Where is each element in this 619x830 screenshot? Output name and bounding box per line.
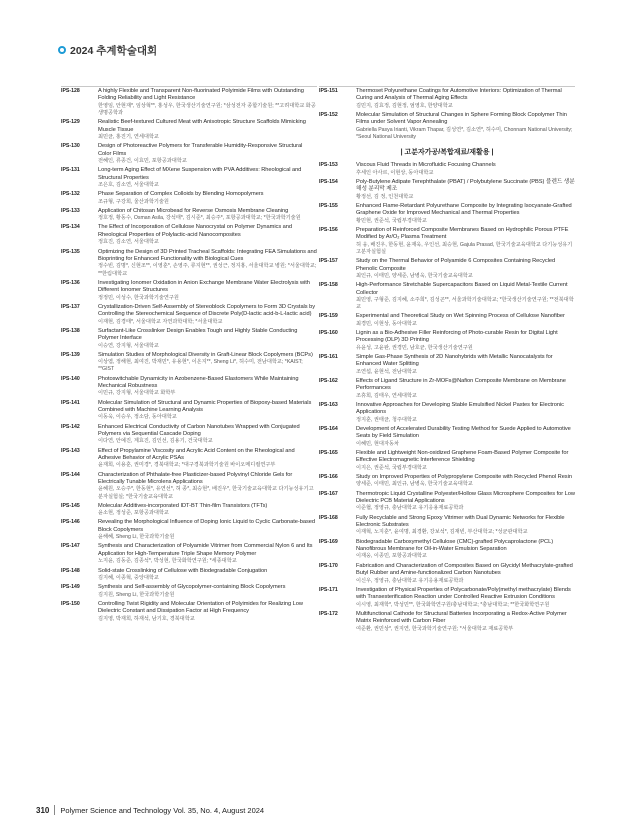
entry-body xyxy=(98,280,317,302)
abstract-entry xyxy=(61,248,317,279)
entry-authors: 이민규, 강지형, 서울대학교 화학부 xyxy=(98,390,176,397)
entry-body xyxy=(98,568,317,583)
abstract-entry xyxy=(61,423,317,447)
entry-body xyxy=(356,203,575,225)
entry-title: Revealing the Morphological Influence of Doping Ionic Liquid to Cyclic Carbonate-based Block Copolymers xyxy=(98,519,316,533)
left-entry-list xyxy=(61,87,317,624)
entry-code: IPS-148 xyxy=(61,567,80,574)
abstract-entry xyxy=(61,583,317,600)
entry-title: Simple Gas-Phase Synthesis of 2D Nanohybrids with Metallic Nanocatalysts for Enhanced Water Splitting xyxy=(356,353,553,368)
journal-citation: Polymer Science and Technology Vol. 35, No. 4, August 2024 xyxy=(60,805,265,815)
entry-title: Molecular Additives-incorporated IDT-BT Thin-film Transistors (TFTs) xyxy=(98,502,268,509)
entry-title: Long-term Aging Effect of MXene Suspension with PVA Additives: Rheological and Structural Properties xyxy=(98,167,302,181)
abstract-entry xyxy=(319,586,575,610)
abstract-entry xyxy=(61,142,317,166)
entry-title: Flexible and Lightweight Non-oxidized Graphene Foam-Based Polymer Composite for Effective Electromagnetic Interference Shielding xyxy=(356,450,569,464)
entry-authors: 허 웅, 배진우, 한동현, 윤재욱, 우인선, 최승현, Gajula Prasad, 한국기술교육대학교 다기능성유기고분자실험실 xyxy=(356,241,573,255)
entry-code: IPS-135 xyxy=(61,248,80,255)
entry-body xyxy=(98,88,317,117)
page-footer xyxy=(0,803,619,817)
footer-divider xyxy=(54,805,55,815)
abstract-entry xyxy=(61,471,317,502)
entry-body xyxy=(356,474,575,489)
entry-authors: 정수빈, 김명*, 신현조**, 이영훈*, 손영주, 류지현**, 권성근, 정지홍, 서울대학교 병원; *서울대학교; **한림대학교 xyxy=(98,263,317,277)
entry-code: IPS-141 xyxy=(61,399,80,406)
entry-body xyxy=(356,491,575,513)
entry-authors: 윤재희, 이용훈, 권미경*, 경북대학교; *대구경북과학기술원 바이오메디컬연구부 xyxy=(98,462,276,469)
entry-title: Molecular Simulation of Structural Changes in Sphere Forming Block Copolymer Thin Films under Solvent Vapor Annealing xyxy=(356,112,567,126)
entry-authors: 이시영, 최재학*, 박성민**, 한국화학연구원/충남대학교; *충남대학교; **한국화학연구원 xyxy=(356,601,550,608)
abstract-entry xyxy=(319,538,575,562)
entry-authors: 여준환, 권민상*, 권지연, 한국과학기술연구원; *서울대학교 재료공학부 xyxy=(356,625,514,632)
abstract-entry xyxy=(319,353,575,377)
abstract-entry xyxy=(319,281,575,312)
entry-body xyxy=(356,611,575,633)
abstract-entry xyxy=(319,312,575,329)
entry-title: Surfactant-Like Crosslinker Design Enables Tough and Highly Stable Conducting Polymer Interface xyxy=(98,327,298,342)
entry-code: IPS-139 xyxy=(61,351,80,358)
entry-code: IPS-144 xyxy=(61,471,80,478)
entry-authors: 최민균, 홍진기, 연세대학교 xyxy=(98,134,159,141)
entry-body xyxy=(356,112,575,141)
abstract-entry xyxy=(319,514,575,538)
entry-authors: 윤해혜, Sheng Li, 한국과학기술원 xyxy=(98,534,175,541)
entry-body xyxy=(98,543,317,565)
entry-authors: 이동욱, 이승우, 정소담, 동아대학교 xyxy=(98,414,177,421)
entry-authors: 이상엽, 정해현, 최여진, 박재민*, 유용현*, 이온지**, Sheng Li*, 허수미, 전남대학교; *KAIST; **GIST xyxy=(98,359,303,373)
entry-code: IPS-149 xyxy=(61,584,80,591)
entry-title: Molecular Simulation of Structural and Dynamic Properties of Biopoxy-based Materials Combined with Machine Learning Analysis xyxy=(98,399,312,413)
abstract-entry xyxy=(319,473,575,490)
entry-authors: 노지윤, 김동준, 김종석*, 박성현, 한국화학연구원; *세종대학교 xyxy=(98,558,237,565)
entry-authors: 정호정, 황동수, Osman Asila, 강석태*, 김시준*, 최승주*, 포항공과대학교; *한국과학기술원 xyxy=(98,215,301,222)
entry-code: IPS-132 xyxy=(61,191,80,198)
circle-bullet-icon xyxy=(58,46,66,54)
entry-authors: 전혜인, 류종건, 이효민, 포항공과대학교 xyxy=(98,158,187,165)
entry-body xyxy=(356,515,575,537)
entry-code: IPS-151 xyxy=(319,88,338,94)
entry-authors: 이지은, 권준석, 국립부경대학교 xyxy=(356,464,427,471)
entry-code: IPS-166 xyxy=(319,474,338,481)
entry-title: Realistic Beef-textured Cultured Meat with Anisotropic Structure Scaffolds Mimicking Muscle Tissue xyxy=(98,119,306,133)
entry-code: IPS-137 xyxy=(61,303,80,310)
section-heading: | 고분자가공/복합재료/재활용 | xyxy=(400,149,494,157)
entry-authors: 김지원, Sheng Li, 한국과학기술원 xyxy=(98,591,175,598)
entry-body xyxy=(98,519,317,541)
abstract-entry xyxy=(319,490,575,514)
entry-code: IPS-163 xyxy=(319,401,338,408)
entry-code: IPS-159 xyxy=(319,313,338,320)
entry-body xyxy=(356,402,575,424)
entry-authors: 이재현, 김경태*, 서울대학교 자연과학대학; *서울대학교 xyxy=(98,318,223,325)
right-column xyxy=(319,86,575,634)
entry-title: Poly-Butylene Adipate Terephthalate (PBAT) / Polybutylene Succinate (PBS) 블렌드 생분해성 분리막 제조 xyxy=(356,178,575,193)
abstract-entry xyxy=(61,223,317,247)
entry-code: IPS-143 xyxy=(61,447,80,454)
abstract-entry xyxy=(319,257,575,281)
entry-authors: Gabriella Pasya Irianti, Vikram Thapar, 김성연*, 김소연*, 허수미, Chonnam National University; *Seoul National University xyxy=(356,126,573,141)
entry-code: IPS-138 xyxy=(61,327,80,334)
abstract-entry xyxy=(61,118,317,142)
entry-code: IPS-136 xyxy=(61,279,80,286)
entry-title: Fully Recyclable and Strong Epoxy Vitrimer with Dual Dynamic Networks for Flexible Electronic Substrates xyxy=(356,514,565,529)
entry-authors: 김지혜, 이종혁, 중앙대학교 xyxy=(98,574,159,581)
entry-title: Innovative Approaches for Developing Stable Emulsified Nickel Pastes for Electronic Applications xyxy=(356,401,564,416)
entry-code: IPS-169 xyxy=(319,538,338,545)
entry-body xyxy=(98,472,317,501)
entry-title: Biodegradable Carboxymethyl Cellulose (CMC)-grafted Polycaprolactone (PCL) Nanofibrous Membrane for Oil-in-Water Emulsion Separation xyxy=(356,538,554,553)
entry-title: The Effect of Incorporation of Cellulose Nanocrystal on Polymer Dynamics and Rheological Properties of Polylactic-acid Nanocomposites xyxy=(98,224,292,238)
entry-title: A highly Flexible and Transparent Non-fluorinated Polyimide Films with Outstanding Folding Reliability and Light Resistance xyxy=(98,88,304,102)
entry-code: IPS-154 xyxy=(319,178,338,185)
entry-body xyxy=(98,119,317,141)
entry-code: IPS-167 xyxy=(319,490,338,497)
right-entry-list-bottom xyxy=(319,161,575,634)
entry-code: IPS-157 xyxy=(319,258,338,265)
entry-title: Application of Chitosan Microbead for Reverse Osmosis Membrane Cleaning xyxy=(98,207,289,214)
entry-title: Crystallization-Driven Self-Assembly of Stereoblock Copolymers to Form 3D Crystals by Controlling the Stereochemical Sequence of Discrete Poly(D-lactic acid-b-L-lactic acid) xyxy=(98,303,315,318)
entry-body xyxy=(356,539,575,561)
entry-body xyxy=(98,400,317,422)
entry-body xyxy=(98,584,317,599)
entry-body xyxy=(98,304,317,326)
entry-authors: 최민영, 구형준, 김지혜, 소주희*, 김성곤**, 서울과학기술대학교; *한국생산기술연구원; **전북대학교 xyxy=(356,296,574,311)
entry-code: IPS-146 xyxy=(61,519,80,526)
entry-title: Simulation Studies of Morphological Diversity in Graft-Linear Block Copolymers (BCPs) xyxy=(98,351,313,358)
entry-body xyxy=(98,208,317,223)
entry-code: IPS-130 xyxy=(61,143,80,150)
entry-authors: 최경민, 이현상, 동아대학교 xyxy=(356,320,417,327)
abstract-entry xyxy=(319,425,575,449)
abstract-entry xyxy=(319,87,575,111)
abstract-entry xyxy=(319,401,575,425)
entry-body xyxy=(356,563,575,585)
entry-code: IPS-153 xyxy=(319,162,338,169)
entry-title: Investigation of Physical Properties of Polycarbonate/Poly(methyl methacrylate) Blends with Transesterification Reaction under Controlled Reactive Extrusion Conditions xyxy=(356,586,571,601)
entry-body xyxy=(356,313,575,328)
entry-authors: 정정민, 이성수, 한국과학기술연구원 xyxy=(98,294,179,301)
entry-body xyxy=(356,378,575,400)
entry-title: Design of Photoreactive Polymers for Transferable Humidity-Responsive Structural Color Films xyxy=(98,143,303,157)
entry-authors: 이신우, 정영규, 충남대학교 유기응용재료공학과 xyxy=(356,577,464,584)
entry-title: Enhanced Flame-Retardant Polyurethane Composite by Integrating Isocyanate-Grafted Graphene Oxide for Improved Mechanical and Thermal Properties xyxy=(356,202,572,217)
entry-authors: 정효진, 김소연, 서울대학교 xyxy=(98,239,159,246)
entry-code: IPS-162 xyxy=(319,377,338,384)
page-header xyxy=(58,43,157,57)
entry-title: Multifunctional Cathode for Structural Batteries Incorporating a Redox-Active Polymer Matrix Reinforced with Carbon Fiber xyxy=(356,610,567,625)
entry-body xyxy=(356,179,575,201)
abstract-entry xyxy=(319,329,575,353)
abstract-entry xyxy=(61,567,317,584)
entry-code: IPS-160 xyxy=(319,329,338,336)
abstract-entry xyxy=(61,87,317,118)
entry-code: IPS-164 xyxy=(319,426,338,432)
entry-code: IPS-140 xyxy=(61,375,80,382)
entry-code: IPS-147 xyxy=(61,543,80,550)
entry-authors: 이준협, 정영규, 충남대학교 유기응용재료공학과 xyxy=(356,505,464,512)
entry-code: IPS-161 xyxy=(319,353,338,360)
abstract-entry xyxy=(61,447,317,471)
entry-authors: 윤혜원, 오승주*, 한동현*, 유연선*, 허 종*, 최승현*, 배진우*, 한국기술교육대학교 다기능성유기고분자실험실; *한국기술교육대학교 xyxy=(98,486,314,500)
abstract-entry xyxy=(61,166,317,190)
entry-authors: 김민지, 김효정, 김현정, 엄영호, 한양대학교 xyxy=(356,102,453,109)
entry-body xyxy=(98,448,317,470)
entry-code: IPS-150 xyxy=(61,600,80,607)
entry-code: IPS-131 xyxy=(61,167,80,174)
entry-code: IPS-134 xyxy=(61,224,80,231)
abstract-entry xyxy=(61,542,317,566)
entry-title: Effects of Ligand Structure in Zr-MOFs@Nafion Composite Membrane on Membrane Performances xyxy=(356,377,566,392)
entry-authors: 황정선, 김 정, 인천대학교 xyxy=(356,193,414,200)
entry-body xyxy=(98,503,317,518)
entry-code: IPS-128 xyxy=(61,88,80,94)
entry-title: Study on Improved Properties of Polypropylene Composite with Recycled Phenol Resin xyxy=(356,474,572,481)
abstract-entry xyxy=(61,190,317,207)
entry-body xyxy=(98,424,317,446)
entry-authors: 후세인 아사르, 이현상, 동아대학교 xyxy=(356,169,434,176)
entry-title: Study on the Thermal Behavior of Polyamide 6 Composites Containing Recycled Phenolic Composite xyxy=(356,258,556,272)
entry-title: Characterization of Phthalate-free Plasticizer-based Polyvinyl Chloride Gels for Electrically Tunable Microlens Applications xyxy=(98,471,293,486)
entry-code: IPS-145 xyxy=(61,502,80,509)
abstract-entry xyxy=(61,502,317,519)
entry-body xyxy=(356,282,575,311)
entry-code: IPS-165 xyxy=(319,450,338,457)
entry-title: Synthesis and Self-assembly of Glycopolymer-containing Block Copolymers xyxy=(98,584,286,591)
entry-body xyxy=(356,258,575,280)
abstract-entry xyxy=(319,562,575,586)
abstract-entry xyxy=(319,226,575,257)
entry-body xyxy=(98,143,317,165)
entry-authors: 이다연, 안예진, 계효진, 김인선, 김용기, 건국대학교 xyxy=(98,438,213,445)
entry-title: Lignin as a Bio-Adhesive Filler Reinforcing of Photo-curable Resin for Digital Light Processing (DLP) 3D Printing xyxy=(356,329,558,344)
entry-authors: 이혜민, 현대자동차 xyxy=(356,440,399,447)
entry-authors: 조은호, 김소연, 서울대학교 xyxy=(98,182,159,189)
abstract-entry xyxy=(319,610,575,634)
abstract-entry xyxy=(61,327,317,351)
entry-title: Investigating Ionomer Oxidation in Anion Exchange Membrane Water Electrolysis with Different Ionomer Structures xyxy=(98,279,310,294)
abstract-entry xyxy=(319,202,575,226)
entry-code: IPS-172 xyxy=(319,610,338,617)
entry-code: IPS-155 xyxy=(319,202,338,209)
abstract-entry xyxy=(61,351,317,375)
abstract-entry xyxy=(61,375,317,399)
entry-body xyxy=(356,426,575,448)
entry-body xyxy=(98,376,317,398)
entry-body xyxy=(98,167,317,189)
entry-title: Synthesis and Characterization of Polyamide Vitrimer from Commercial Nylon 6 and Its Application for High-Temperature Triple Shape Memory Polymer xyxy=(98,543,313,557)
abstract-entry xyxy=(319,178,575,202)
entry-code: IPS-171 xyxy=(319,586,338,593)
entry-code: IPS-152 xyxy=(319,112,338,119)
entry-code: IPS-158 xyxy=(319,282,338,289)
entry-body xyxy=(98,249,317,278)
entry-authors: 윤소현, 정성준, 포항공과대학교 xyxy=(98,510,169,517)
entry-title: Thermotropic Liquid Crystalline Polyester/Hollow Glass Microsphere Composites for Low Dielectric PCB Material Applications xyxy=(356,490,575,505)
entry-body xyxy=(356,354,575,376)
abstract-entry xyxy=(61,600,317,624)
entry-body xyxy=(356,162,575,177)
abstract-entry xyxy=(61,399,317,423)
entry-authors: 조규형, 구강희, 울산과학기술원 xyxy=(98,198,169,205)
entry-title: Effect of Propylamine Viscosity and Acrylic Acid Content on the Rheological and Adhesive Behavior of Acrylic PSAs xyxy=(98,447,295,462)
entry-authors: 한영임, 안현재*, 임상혁**, 홍성우, 한국생산기술연구원; *삼성전자 종합기술원; **고려대학교 화공생명공학과 xyxy=(98,102,316,117)
entry-title: Thermoset Polyurethane Coatings for Automotive Interiors: Optimization of Thermal Curing and Analysis of Thermal Aging Effects xyxy=(356,88,562,102)
entry-code: IPS-168 xyxy=(319,514,338,521)
abstract-entry xyxy=(319,111,575,142)
entry-body xyxy=(98,601,317,623)
entry-title: Development of Accelerated Durability Testing Method for Suede Applied to Automotive Seats by Field Simulation xyxy=(356,426,571,440)
entry-authors: 이승연, 강지형, 서울대학교 xyxy=(98,342,159,349)
entry-title: Optimizing the Design of 3D Printed Tracheal Scaffolds: Integrating FEA Simulations and Bioprinting for Enhanced Functionality with Biological Cues xyxy=(98,248,317,262)
entry-authors: 최인규, 이태민, 양세준, 남병욱, 한국기술교육대학교 xyxy=(356,272,473,279)
entry-body xyxy=(356,330,575,352)
entry-title: Experimental and Theoretical Study on Wet Spinning Process of Cellulose Nanofiber xyxy=(356,313,565,320)
entry-title: Viscous Fluid Threads in Microfluidic Focusing Channels xyxy=(356,162,496,169)
entry-body xyxy=(356,88,575,110)
entry-body xyxy=(356,587,575,609)
entry-title: Controlling Twist Rigidity and Molecular Orientation of Polyimides for Realizing Low Dielectric Constant and Dissipation Factor at High Frequency xyxy=(98,600,303,615)
entry-title: Phase Separation of Complex Colloids by Blending Homopolymers xyxy=(98,191,264,198)
abstract-entry xyxy=(319,377,575,401)
entry-title: Solid-state Crosslinking of Cellulose with Biodegradable Conjugation xyxy=(98,567,268,574)
entry-authors: 조연섭, 윤현석, 전남대학교 xyxy=(356,368,417,375)
entry-title: Enhanced Electrical Conductivity of Carbon Nanotubes Wrapped with Conjugated Polymers via Sequential Cascade Doping xyxy=(98,423,300,438)
entry-authors: 이재웅, 이종민, 포항공과대학교 xyxy=(356,553,427,560)
entry-body xyxy=(356,227,575,256)
abstract-entry xyxy=(61,207,317,224)
entry-authors: 황민현, 권준석, 국립부경대학교 xyxy=(356,217,427,224)
entry-code: IPS-133 xyxy=(61,207,80,214)
entry-title: High-Performance Stretchable Supercapacitors Based on Liquid Metal-Textile Current Collector xyxy=(356,282,568,296)
entry-title: Fabrication and Characterization of Composites Based on Glycidyl Methacrylate-grafted Butyl Rubber and Amine-functionalized Carbon Nanotubes xyxy=(356,562,573,577)
entry-code: IPS-170 xyxy=(319,562,338,569)
abstract-entry xyxy=(61,303,317,327)
right-entry-list-top xyxy=(319,87,575,142)
entry-body xyxy=(98,191,317,206)
entry-code: IPS-129 xyxy=(61,119,80,126)
entry-authors: 김지영, 박재희, 하재석, 남기호, 경북대학교 xyxy=(98,615,195,622)
entry-code: IPS-156 xyxy=(319,226,338,233)
abstract-entry xyxy=(61,518,317,542)
entry-body xyxy=(356,450,575,472)
entry-title: Preparation of Reinforced Composite Membranes Based on Hydrophilic Porous PTFE Modified by Ar/O₂ Plasma Treatment xyxy=(356,226,569,241)
page-number: 310 xyxy=(36,805,50,815)
entry-authors: 조휴희, 김태우, 연세대학교 xyxy=(356,392,417,399)
abstract-entry xyxy=(61,279,317,303)
entry-authors: 양세준, 이태민, 최인규, 남병욱, 한국기술교육대학교 xyxy=(356,481,473,488)
entry-authors: 이재혁, 노지훈*, 윤여명, 최경환, 강보석*, 김재빈, 부산대학교; *성균관대학교 xyxy=(356,529,528,536)
abstract-entry xyxy=(319,449,575,473)
entry-body xyxy=(98,224,317,246)
entry-body xyxy=(98,328,317,350)
abstract-entry xyxy=(319,161,575,178)
entry-title: Photoswitchable Dynamicity in Azobenzene-Based Elastomers While Maintaining Mechanical Robustness xyxy=(98,375,299,389)
entry-body xyxy=(98,352,317,374)
left-column xyxy=(61,86,317,624)
entry-authors: 정지훈, 권태균, 청주대학교 xyxy=(356,416,417,423)
entry-code: IPS-142 xyxy=(61,423,80,430)
header-label: 2024 추계학술대회 xyxy=(70,44,158,57)
entry-authors: 유윤성, 고윤완, 권경민, 남호균, 한국생산기술연구원 xyxy=(356,344,473,351)
